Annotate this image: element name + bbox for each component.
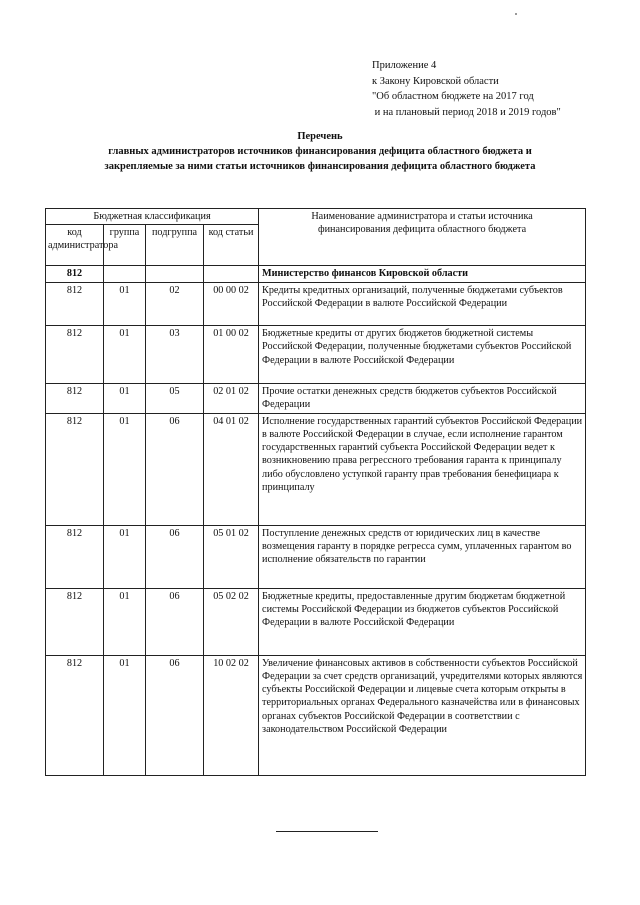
section-empty: [146, 266, 204, 283]
cell-subgroup: 06: [146, 588, 204, 655]
cell-article: 00 00 02: [204, 283, 259, 326]
appendix-reference: [372, 58, 561, 120]
header-row: [46, 209, 586, 225]
section-empty: [204, 266, 259, 283]
table-row: [46, 588, 586, 655]
cell-admin: 812: [46, 326, 104, 384]
cell-subgroup: 06: [146, 413, 204, 525]
cell-group: 01: [104, 326, 146, 384]
cell-article: 04 01 02: [204, 413, 259, 525]
cell-name: Кредиты кредитных организаций, полученные бюджетами субъектов Российской Федерации в валюте Российской Федерации: [259, 283, 586, 326]
table-row: [46, 525, 586, 588]
cell-name: Бюджетные кредиты, предоставленные другим бюджетам бюджетной системы Российской Федерации из бюджетов субъектов Российской Федерации в валюте Российской Федерации: [259, 588, 586, 655]
cell-article: 02 01 02: [204, 384, 259, 414]
scan-speck: [515, 13, 517, 15]
sources-table: [45, 208, 586, 776]
header-subgroup: подгруппа: [146, 225, 204, 266]
cell-article: 10 02 02: [204, 655, 259, 775]
header-budget-classification: Бюджетная классификация: [46, 209, 259, 225]
header-article: код статьи: [204, 225, 259, 266]
title-line: главных администраторов источников финансирования дефицита областного бюджета и: [108, 146, 532, 157]
end-line-divider: [276, 831, 378, 832]
cell-admin: 812: [46, 588, 104, 655]
cell-article: 01 00 02: [204, 326, 259, 384]
section-name: Министерство финансов Кировской области: [259, 266, 586, 283]
cell-admin: 812: [46, 655, 104, 775]
cell-group: 01: [104, 283, 146, 326]
cell-article: 05 01 02: [204, 525, 259, 588]
cell-name: Прочие остатки денежных средств бюджетов субъектов Российской Федерации: [259, 384, 586, 414]
cell-group: 01: [104, 655, 146, 775]
cell-subgroup: 06: [146, 655, 204, 775]
table-row: [46, 413, 586, 525]
appendix-line: "Об областном бюджете на 2017 год: [372, 91, 534, 102]
cell-subgroup: 02: [146, 283, 204, 326]
appendix-line: Приложение 4: [372, 60, 437, 71]
header-name-column: Наименование администратора и статьи источника финансирования дефицита областного бюджета: [259, 209, 586, 266]
header-code-admin: код администратора: [46, 225, 104, 266]
cell-admin: 812: [46, 384, 104, 414]
cell-subgroup: 05: [146, 384, 204, 414]
document-title: [40, 129, 600, 174]
cell-admin: 812: [46, 525, 104, 588]
table-row: [46, 384, 586, 414]
cell-name: Поступление денежных средств от юридических лиц в качестве возмещения гаранту в порядке регресса сумм, уплаченных гарантом во исполнение обязательств по гарантии: [259, 525, 586, 588]
section-row: [46, 266, 586, 283]
cell-subgroup: 06: [146, 525, 204, 588]
cell-admin: 812: [46, 413, 104, 525]
cell-group: 01: [104, 525, 146, 588]
cell-group: 01: [104, 588, 146, 655]
cell-group: 01: [104, 413, 146, 525]
cell-name: Увеличение финансовых активов в собственности субъектов Российской Федерации за счет средств организаций, учредителями которых являются субъекты Российской Федерации и лицевые счета которым открыты в территориальных органах Федерального казначейства или в финансовых органах субъектов Российской Федерации в соответствии с законодательством Российской Федерации: [259, 655, 586, 775]
header-group: группа: [104, 225, 146, 266]
table-row: [46, 283, 586, 326]
appendix-line: к Закону Кировской области: [372, 75, 499, 87]
table-row: [46, 326, 586, 384]
section-code: 812: [46, 266, 104, 283]
table-row: [46, 655, 586, 775]
cell-name: Бюджетные кредиты от других бюджетов бюджетной системы Российской Федерации, полученные бюджетами субъектов Российской Федерации в валюте Российской Федерации: [259, 326, 586, 384]
cell-group: 01: [104, 384, 146, 414]
cell-subgroup: 03: [146, 326, 204, 384]
cell-admin: 812: [46, 283, 104, 326]
title-line: закрепляемые за ними статьи источников финансирования дефицита областного бюджета: [104, 161, 536, 172]
appendix-line: и на плановый период 2018 и 2019 годов": [372, 106, 561, 118]
title-line: Перечень: [297, 131, 343, 142]
cell-name: Исполнение государственных гарантий субъектов Российской Федерации в валюте Российской Федерации в случае, если исполнение гарантом государственных гарантий субъекта Российской Федерации ведет к возникновению права регрессного требования гаранта к принципалу либо обусловлено уступкой гаранту прав требования бенефициара к принципалу: [259, 413, 586, 525]
cell-article: 05 02 02: [204, 588, 259, 655]
section-empty: [104, 266, 146, 283]
